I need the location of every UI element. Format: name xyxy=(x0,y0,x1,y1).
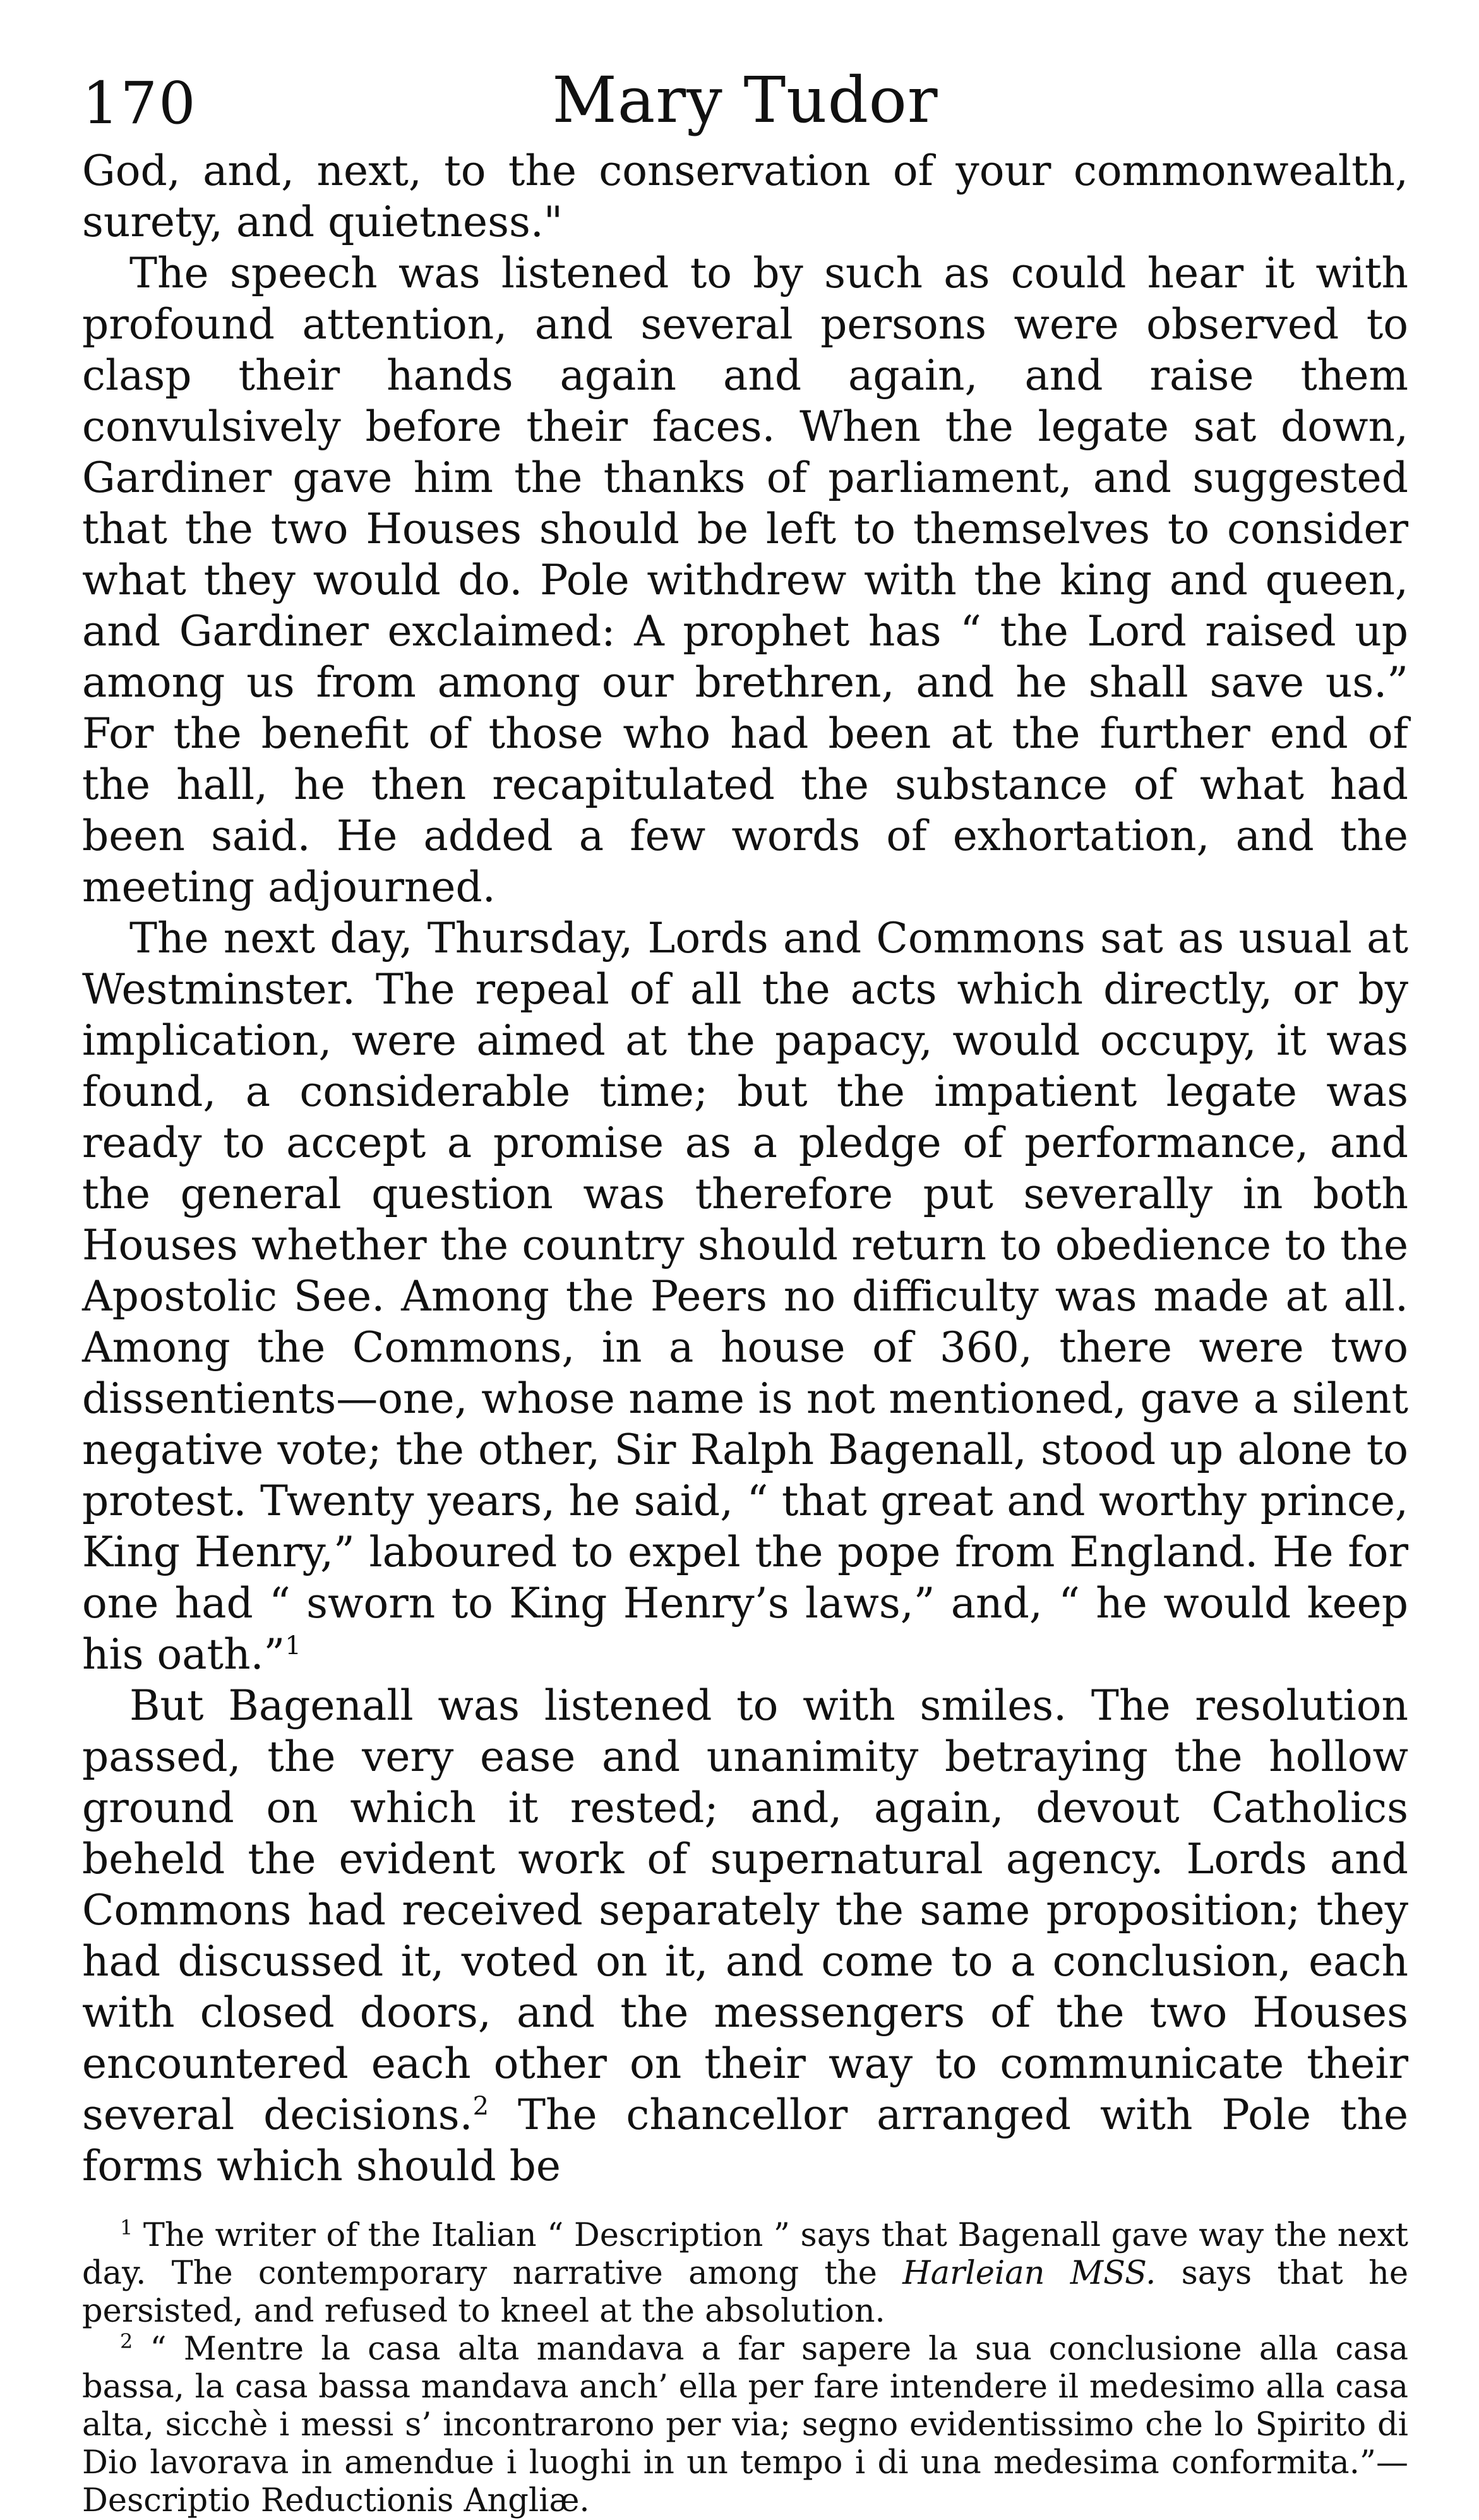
footnote-mark: 2 xyxy=(120,2329,133,2353)
footnote xyxy=(82,2331,1408,2520)
footnote-text: The writer of the Italian “ Description ” says that Bagenall gave way the next day. The contemporary narrative among the xyxy=(82,2217,1408,2292)
footnote-italic-title: Harleian MSS. xyxy=(902,2255,1156,2292)
footnote-reference[interactable]: 2 xyxy=(472,2092,489,2121)
paragraph-text: But Bagenall was listened to with smiles. The resolution passed, the very ease and unanimity betraying the hollow ground on which it rested; and, again, devout Catholics beheld the evident work of supernatural agency. Lords and Commons had received separately the same proposition; they had discussed it, voted on it, and come to a conclusion, each with closed doors, and the messengers of the two Houses encountered each other on their way to communicate their several decisions. xyxy=(82,1681,1408,2139)
paragraph-text: The speech was listened to by such as could hear it with profound attention, and several persons were observed to clasp their hands again and again, and raise them convulsively before their faces. When the legate sat down, Gardiner gave him the thanks of parliament, and suggested that the two Houses should be left to themselves to consider what they would do. Pole withdrew with the king and queen, and Gardiner exclaimed: A prophet has “ the Lord raised up among us from among our brethren, and he shall save us.” For the benefit of those who had been at the further end of the hall, he then recapitulated the substance of what had been said. He added a few words of exhortation, and the meeting adjourned. xyxy=(82,249,1408,911)
paragraph-text-tail: The chancellor arranged with Pole the forms which should be xyxy=(82,2091,1409,2190)
running-head: Mary Tudor xyxy=(552,63,938,137)
footnote-text: “ Mentre la casa alta mandava a far sapere la sua conclusione alla casa bassa, la casa bassa mandava anch’ ella per fare intendere il medesimo alla casa alta, sicchè i messi s’ incontrarono per via; segno evidentissimo che lo Spirito di Dio lavorava in amendue i luoghi in un tempo i di una medesima conformita.”—Descriptio Reductionis Angliæ. xyxy=(82,2331,1408,2519)
footnote-mark: 1 xyxy=(120,2216,133,2240)
page-header xyxy=(82,57,1408,145)
footnote xyxy=(82,2217,1408,2331)
paragraph-text: God, and, next, to the conservation of your commonwealth, surety, and quietness." xyxy=(82,147,1408,246)
book-page xyxy=(82,57,1408,2520)
paragraph xyxy=(82,1680,1408,2192)
main-text xyxy=(82,145,1408,2192)
paragraph xyxy=(82,248,1408,913)
footnote-reference[interactable]: 1 xyxy=(285,1631,301,1660)
paragraph xyxy=(82,913,1408,1680)
paragraph-continuation xyxy=(82,145,1408,248)
footnotes xyxy=(82,2217,1408,2520)
page-number: 170 xyxy=(82,69,197,137)
paragraph-text: The next day, Thursday, Lords and Commons sat as usual at Westminster. The repeal of all the acts which directly, or by implication, were aimed at the papacy, would occupy, it was found, a considerable time; but the impatient legate was ready to accept a promise as a pledge of performance, and the general question was therefore put severally in both Houses whether the country should return to obedience to the Apostolic See. Among the Peers no difficulty was made at all. Among the Commons, in a house of 360, there were two dissentients—one, whose name is not mentioned, gave a silent negative vote; the other, Sir Ralph Bagenall, stood up alone to protest. Twenty years, he said, “ that great and worthy prince, King Henry,” laboured to expel the pope from England. He for one had “ sworn to King Henry’s laws,” and, “ he would keep his oath.” xyxy=(82,914,1408,1679)
footnote-text-tail: says that he persisted, and refused to kneel at the absolution. xyxy=(82,2255,1409,2330)
